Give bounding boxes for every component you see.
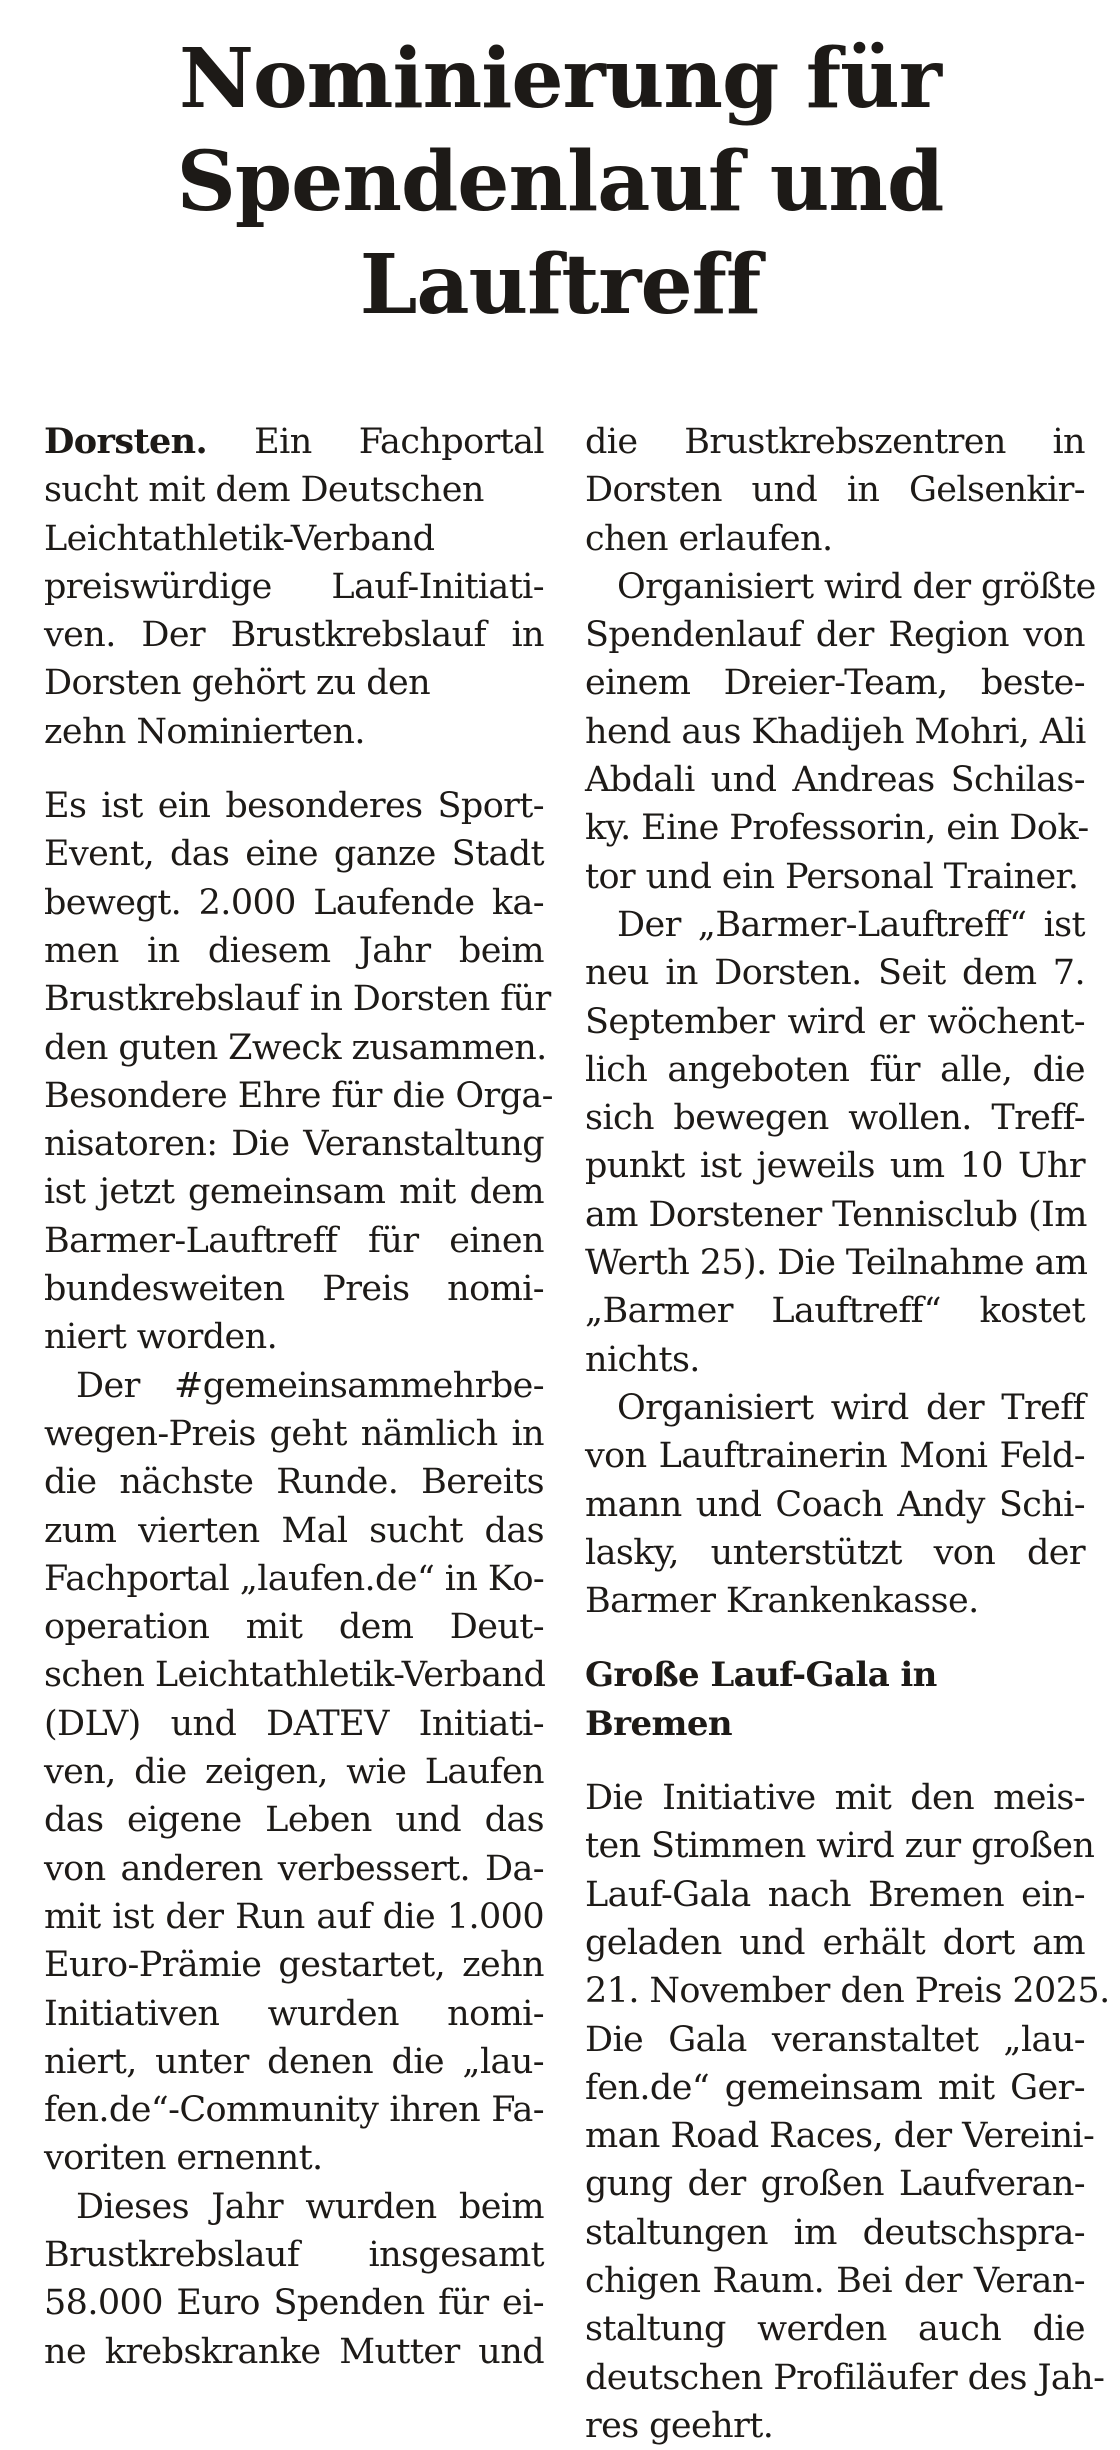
text-line: von anderen verbessert. Da-	[44, 1848, 544, 1889]
text-line: sucht mit dem Deutschen	[44, 470, 484, 511]
text-line: operation mit dem Deut-	[44, 1607, 544, 1648]
text-line: Der „Barmer-Lauftreff“ ist	[617, 904, 1085, 945]
paragraph-gap	[585, 1625, 1085, 1651]
text-line: gung der großen Laufveran-	[585, 2164, 1085, 2205]
text-line: Barmer-Lauftreff für einen	[44, 1220, 544, 1261]
text-line: Es ist ein besonderes Sport-	[44, 786, 544, 827]
text-line: (DLV) und DATEV Initiati-	[44, 1703, 544, 1744]
text-line: res geehrt.	[585, 2405, 774, 2446]
text-line: lich angeboten für alle, die	[585, 1049, 1085, 1090]
text-line: voriten ernennt.	[44, 2138, 323, 2179]
text-line: staltung werden auch die	[585, 2309, 1085, 2350]
text-line: Abdali und Andreas Schilas-	[585, 760, 1085, 801]
text-line: nichts.	[585, 1339, 700, 1380]
text-line: Dorsten gehört zu den	[44, 663, 431, 704]
text-line: Initiativen wurden nomi-	[44, 1993, 544, 2034]
text-line: lasky, unterstützt von der	[585, 1532, 1085, 1573]
text-line: fen.de“-Community ihren Fa-	[44, 2090, 544, 2131]
paragraph	[585, 901, 1088, 1384]
text-line: ven. Der Brustkrebslauf in	[44, 615, 544, 656]
text-line: staltungen im deutschspra-	[585, 2212, 1085, 2253]
text-line	[44, 418, 544, 466]
text-line: niert, unter denen die „lau-	[44, 2041, 544, 2082]
text-line: zum vierten Mal sucht das	[44, 1510, 544, 1551]
text-line: sich bewegen wollen. Treff-	[585, 1098, 1085, 1139]
text-line: schen Leichtathletik-Verband	[44, 1655, 546, 1696]
text-line: Dorsten und in Gelsenkir-	[585, 470, 1085, 511]
text-line: Dieses Jahr wurden beim	[76, 2186, 544, 2227]
text-line: Organisiert wird der Treff	[617, 1387, 1085, 1428]
paragraph	[44, 2183, 544, 2376]
text-line: man Road Races, der Vereini-	[585, 2116, 1095, 2157]
text-line: chen erlaufen.	[585, 518, 833, 559]
paragraph	[585, 1774, 1110, 2450]
text-line: punkt ist jeweils um 10 Uhr	[585, 1146, 1085, 1187]
text-line: mit ist der Run auf die 1.000	[44, 1896, 544, 1937]
text-line: deutschen Profiläufer des Jah-	[585, 2357, 1105, 2398]
paragraph-gap	[585, 1748, 1085, 1774]
article-column-right	[585, 418, 1110, 2450]
text-line: Die Initiative mit den meis-	[585, 1778, 1085, 1819]
text-line: Besondere Ehre für die Orga-	[44, 1075, 553, 1116]
headline-line: Lauftreff	[359, 237, 761, 333]
text-line: preiswürdige Lauf-Initiati-	[44, 566, 544, 607]
paragraph	[585, 563, 1096, 901]
text-line: zehn Nominierten.	[44, 711, 365, 752]
text-line: Die Gala veranstaltet „lau-	[585, 2019, 1085, 2060]
paragraph-gap	[44, 756, 544, 782]
text-line: neu in Dorsten. Seit dem 7.	[585, 953, 1085, 994]
text-line: bewegt. 2.000 Laufende ka-	[44, 882, 544, 923]
text-line: Lauf-Gala nach Bremen ein-	[585, 1874, 1085, 1915]
text-line: Organisiert wird der größte	[617, 566, 1096, 607]
text-line: Event, das eine ganze Stadt	[44, 834, 544, 875]
section-subhead: Große Lauf-Gala in Bremen	[585, 1655, 937, 1744]
paragraph	[44, 782, 553, 1362]
text-line: Barmer Krankenkasse.	[585, 1581, 979, 1622]
text-line: bundesweiten Preis nomi-	[44, 1269, 544, 1310]
text-line: mann und Coach Andy Schi-	[585, 1484, 1085, 1525]
text-line: von Lauftrainerin Moni Feld-	[585, 1436, 1085, 1477]
text-line: Fachportal „laufen.de“ in Ko-	[44, 1558, 545, 1599]
text-line: Brustkrebslauf insgesamt	[44, 2234, 544, 2275]
text-line: „Barmer Lauftreff“ kostet	[585, 1291, 1085, 1332]
article-headline	[0, 28, 1120, 337]
text-line: wegen-Preis geht nämlich in	[44, 1413, 544, 1454]
article-column-left	[44, 418, 553, 2376]
paragraph-continued	[585, 418, 1085, 563]
article-intro	[44, 418, 544, 756]
text-line: Werth 25). Die Teilnahme am	[585, 1243, 1088, 1284]
paragraph	[44, 1362, 544, 2183]
text-line: Der #gemeinsammehrbe-	[76, 1365, 544, 1406]
text-line: 58.000 Euro Spenden für ei-	[44, 2283, 544, 2324]
text-line: Leichtathletik-Verband	[44, 518, 435, 559]
text-line: ven, die zeigen, wie Laufen	[44, 1752, 544, 1793]
headline-line: Nominierung für	[179, 31, 941, 127]
text-line: 21. November den Preis 2025.	[585, 1971, 1110, 2012]
text-line: geladen und erhält dort am	[585, 1922, 1085, 1963]
intro-first-line: Ein Fachportal	[207, 422, 544, 462]
text-line: niert worden.	[44, 1317, 278, 1358]
text-line: hend aus Khadijeh Mohri, Ali	[585, 711, 1086, 752]
text-line: tor und ein Personal Trainer.	[585, 856, 1079, 897]
text-line: ten Stimmen wird zur großen	[585, 1826, 1095, 1867]
text-line: ist jetzt gemeinsam mit dem	[44, 1172, 544, 1213]
text-line: men in diesem Jahr beim	[44, 930, 544, 971]
paragraph	[585, 1384, 1085, 1625]
text-line: ne krebskranke Mutter und	[44, 2331, 544, 2372]
text-line: Euro-Prämie gestartet, zehn	[44, 1945, 544, 1986]
headline-line: Spendenlauf und	[176, 134, 944, 230]
text-line: die Brustkrebszentren in	[585, 422, 1085, 462]
text-line: am Dorstener Tennisclub (Im	[585, 1194, 1087, 1235]
text-line: den guten Zweck zusammen.	[44, 1027, 547, 1068]
text-line: fen.de“ gemeinsam mit Ger-	[585, 2067, 1085, 2108]
text-line: Spendenlauf der Region von	[585, 615, 1085, 656]
text-line: nisatoren: Die Veranstaltung	[44, 1124, 544, 1165]
text-line: ky. Eine Professorin, ein Dok-	[585, 808, 1089, 849]
text-line: September wird er wöchent-	[585, 1001, 1085, 1042]
text-line: die nächste Runde. Bereits	[44, 1462, 544, 1503]
text-line: chigen Raum. Bei der Veran-	[585, 2260, 1085, 2301]
dateline: Dorsten.	[44, 421, 208, 462]
text-line: das eigene Leben und das	[44, 1800, 544, 1841]
text-line: Brustkrebslauf in Dorsten für	[44, 979, 551, 1020]
text-line: einem Dreier-Team, beste-	[585, 663, 1085, 704]
